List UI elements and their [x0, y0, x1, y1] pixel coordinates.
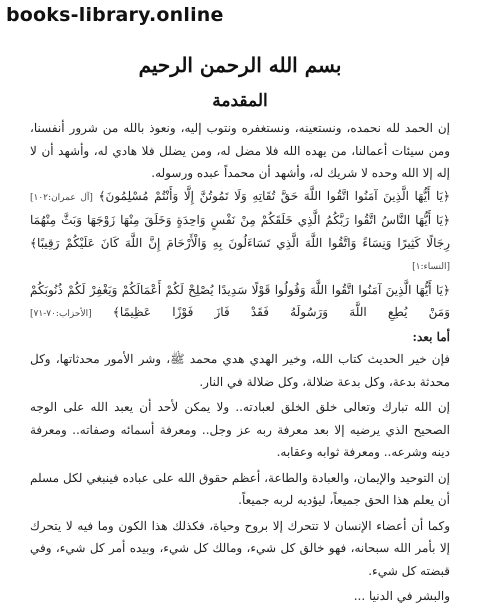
verse-text: ﴿يَا أَيُّهَا النَّاسُ اتَّقُوا رَبَّكُمُ الَّذِي خَلَقَكُمْ مِنْ نَفْسٍ وَاحِدَةٍ وَخَلَقَ مِنْهَا زَوْجَهَا وَبَثَّ مِنْهُمَا رِجَالًا كَثِيرًا وَنِسَاءً وَاتَّقُوا اللَّهَ الَّذِي تَسَاءَلُونَ بِهِ وَالْأَرْحَامَ إِنَّ اللَّهَ كَانَ عَلَيْكُمْ رَقِيبًا﴾ — [30, 213, 451, 250]
document-page — [30, 40, 451, 603]
verse-reference: [الأحزاب:٧٠-٧١] — [30, 309, 92, 319]
verse-reference: [النساء:١] — [412, 262, 450, 272]
body-paragraph-4: وكما أن أعضاء الإنسان لا تتحرك إلا بروح وحياة، فكذلك هذا الكون وما فيه لا يتحرك إلا بأمر الله سبحانه، فهو خالق كل شيء، ومالك كل شيء، وبيده أمر كل شيء، وفي قبضته كل شيء. — [30, 518, 450, 578]
quran-verse-1 — [30, 185, 450, 210]
body-paragraph-2: إن الله تبارك وتعالى خلق الخلق لعبادته.. ولا يمكن لأحد أن يعبد الله على الوجه الصحيح الذي يرضيه إلا بعد معرفة ربه عز وجل.. ومعرفة أسمائه وصفاته.. ومعرفة دينه وشرعه.. ومعرفة ثوابه وعقابه. — [30, 400, 450, 459]
watermark: books-library.online — [6, 4, 224, 26]
body-paragraph-3: إن التوحيد والإيمان، والعبادة والطاعة، أعظم حقوق الله على عباده فينبغي لكل مسلم أن يعلم هذا الحق جميعاً، ليؤديه لربه جميعاً. — [30, 470, 450, 507]
quran-verse-3 — [30, 279, 450, 326]
intro-paragraph: إن الحمد لله نحمده، ونستعينه، ونستغفره ونتوب إليه، ونعوذ بالله من شرور أنفسنا، ومن سيئات أعمالنا، من يهده الله فلا مضل له، ومن يضلل فلا هادي له، وأشهد أن لا إله إلا الله وحده لا شريك له، وأشهد أن محمداً عبده ورسوله. — [30, 121, 450, 180]
body-paragraph-5: والبشر في الدنيا ... — [353, 589, 450, 603]
page-title: المقدمة — [212, 91, 268, 111]
verse-text: ﴿يَا أَيُّهَا الَّذِينَ آمَنُوا اتَّقُوا اللَّهَ وَقُولُوا قَوْلًا سَدِيدًا يُصْلِحْ لَكُمْ أَعْمَالَكُمْ وَيَغْفِرْ لَكُمْ ذُنُوبَكُمْ وَمَنْ يُطِعِ اللَّهَ وَرَسُولَهُ فَقَدْ فَازَ فَوْزًا عَظِيمًا﴾ — [30, 282, 450, 319]
verse-reference: [آل عمران:١٠٢] — [30, 192, 93, 203]
verse-text: ﴿يَا أَيُّهَا الَّذِينَ آمَنُوا اتَّقُوا اللَّهَ حَقَّ تُقَاتِهِ وَلَا تَمُوتُنَّ إِلَّا وَأَنْتُمْ مُسْلِمُونَ﴾ — [98, 188, 450, 203]
body-paragraph-1: فإن خير الحديث كتاب الله، وخير الهدي هدي محمد ﷺ، وشر الأمور محدثاتها، وكل محدثة بدعة، وكل بدعة ضلالة، وكل ضلالة في النار. — [30, 352, 450, 389]
amma-bad: أما بعد: — [412, 329, 450, 344]
basmala: بسم الله الرحمن الرحيم — [138, 53, 342, 77]
quran-verse-2 — [30, 209, 450, 279]
